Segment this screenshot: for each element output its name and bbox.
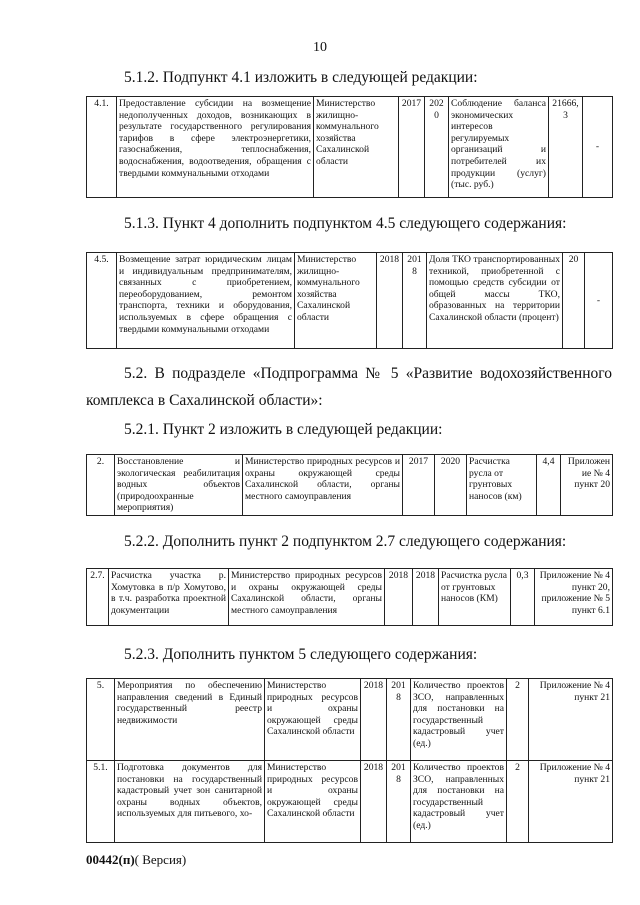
- table-row: [87, 253, 613, 349]
- row-year-end: 2020: [435, 455, 467, 516]
- row-executor: Министерство природных ресурсов и охраны окружающей среды Сахалинской области: [265, 761, 361, 843]
- row-year-end: 2018: [403, 253, 427, 349]
- row-year-start: 2018: [377, 253, 403, 349]
- row-indicator: Количество проектов ЗСО, направленных для постановки на государственный кадастровый учет (ед.): [411, 679, 507, 761]
- section-heading-5-2-2: 5.2.2. Дополнить пункт 2 подпунктом 2.7 следующего содержания:: [124, 533, 567, 550]
- table-row: [87, 569, 613, 626]
- row-year-end: 2018: [413, 569, 439, 626]
- table-row: [87, 455, 613, 516]
- row-reference: Приложение № 4 пункт 20, приложение № 5 пункт 6.1: [535, 569, 613, 626]
- table-5-2-3: [86, 678, 613, 843]
- row-executor: Министерство природных ресурсов и охраны окружающей среды Сахалинской области: [265, 679, 361, 761]
- row-executor: Министерство жилищно-коммунального хозяйства Сахалинской области: [295, 253, 377, 349]
- section-heading-5-2-3: 5.2.3. Дополнить пунктом 5 следующего содержания:: [124, 646, 478, 663]
- page-number: 10: [313, 40, 327, 55]
- row-indicator: Расчистка русла от грунтовых наносов (КМ): [439, 569, 511, 626]
- row-value: 21666,3: [549, 97, 583, 198]
- row-number: 5.1.: [87, 761, 115, 843]
- table-row: [87, 97, 613, 198]
- table-row: [87, 761, 613, 843]
- section-heading-5-1-3: 5.1.3. Пункт 4 дополнить подпунктом 4.5 следующего содержания:: [124, 215, 567, 232]
- row-year-end: 2018: [387, 679, 411, 761]
- table-5-2-1: [86, 454, 613, 516]
- row-indicator: Расчистка русла от грунтовых наносов (км): [467, 455, 537, 516]
- row-number: 4.5.: [87, 253, 117, 349]
- section-heading-5-2-1: 5.2.1. Пункт 2 изложить в следующей редакции:: [124, 421, 443, 438]
- row-description: Восстановление и экологическая реабилитация водных объектов (природоохранные мероприятия): [115, 455, 243, 516]
- row-description: Возмещение затрат юридическим лицам и индивидуальным предпринимателям, связанных с приобретением, переоборудованием, ремонтом транспорта, техники и оборудования, используемых в сфере обращения с твердыми коммунальными отходами: [117, 253, 295, 349]
- row-description: Предоставление субсидии на возмещение недополученных доходов, возникающих в результате государственного регулирования тарифов в сфере электроэнергетики, газоснабжения, теплоснабжения, водоснабжения, водоотведения, обращения с твердыми коммунальными отходами: [117, 97, 314, 198]
- table-5-1-2: [86, 96, 613, 198]
- document-version: ( Версия): [134, 852, 187, 867]
- row-year-start: 2018: [385, 569, 413, 626]
- row-number: 5.: [87, 679, 115, 761]
- row-reference: -: [583, 97, 613, 198]
- row-indicator: Доля ТКО транспортированных техникой, приобретенной с помощью средств субсидии от общей массы ТКО, образованных на территории Сахалинской области (процент): [427, 253, 563, 349]
- row-indicator: Соблюдение баланса экономических интересов регулируемых организаций и потребителей их продукции (услуг) (тыс. руб.): [449, 97, 549, 198]
- row-number: 2.7.: [87, 569, 109, 626]
- row-reference: Приложение № 4 пункт 21: [529, 679, 613, 761]
- table-5-2-2: [86, 568, 613, 626]
- row-executor: Министерство жилищно-коммунального хозяйства Сахалинской области: [314, 97, 399, 198]
- row-number: 2.: [87, 455, 115, 516]
- table-row: [87, 679, 613, 761]
- row-description: Расчистка участка р. Хомутовка в п/р Хомутово, в т.ч. разработка проектной документации: [109, 569, 229, 626]
- row-description: Подготовка документов для постановки на государственный кадастровый учет зон санитарной охраны водных объектов, используемых для питьевого, хо-: [115, 761, 265, 843]
- row-year-end: 2020: [425, 97, 449, 198]
- row-year-start: 2018: [361, 679, 387, 761]
- row-value: 4,4: [537, 455, 561, 516]
- row-year-start: 2017: [399, 97, 425, 198]
- row-executor: Министерство природных ресурсов и охраны окружающей среды Сахалинской области, органы местного самоуправления: [229, 569, 385, 626]
- row-year-start: 2017: [403, 455, 435, 516]
- section-paragraph-5-2: 5.2. В подразделе «Подпрограмма № 5 «Развитие водохозяйственного комплекса в Сахалинской области»:: [86, 365, 612, 409]
- section-heading-5-1-2: 5.1.2. Подпункт 4.1 изложить в следующей редакции:: [124, 69, 478, 86]
- row-value: 2: [507, 679, 529, 761]
- row-indicator: Количество проектов ЗСО, направленных для постановки на государственный кадастровый учет (ед.): [411, 761, 507, 843]
- row-reference: -: [585, 253, 613, 349]
- row-value: 0,3: [511, 569, 535, 626]
- table-5-1-3: [86, 252, 613, 349]
- row-reference: Приложение № 4 пункт 20: [561, 455, 613, 516]
- row-executor: Министерство природных ресурсов и охраны окружающей среды Сахалинской области, органы местного самоуправления: [243, 455, 403, 516]
- document-code: 00442(п): [86, 852, 135, 867]
- row-year-end: 2018: [387, 761, 411, 843]
- row-value: 2: [507, 761, 529, 843]
- row-value: 20: [563, 253, 585, 349]
- document-footer: [86, 852, 186, 868]
- row-reference: Приложение № 4 пункт 21: [529, 761, 613, 843]
- row-year-start: 2018: [361, 761, 387, 843]
- row-description: Мероприятия по обеспечению направления сведений в Единый государственный реестр недвижимости: [115, 679, 265, 761]
- row-number: 4.1.: [87, 97, 117, 198]
